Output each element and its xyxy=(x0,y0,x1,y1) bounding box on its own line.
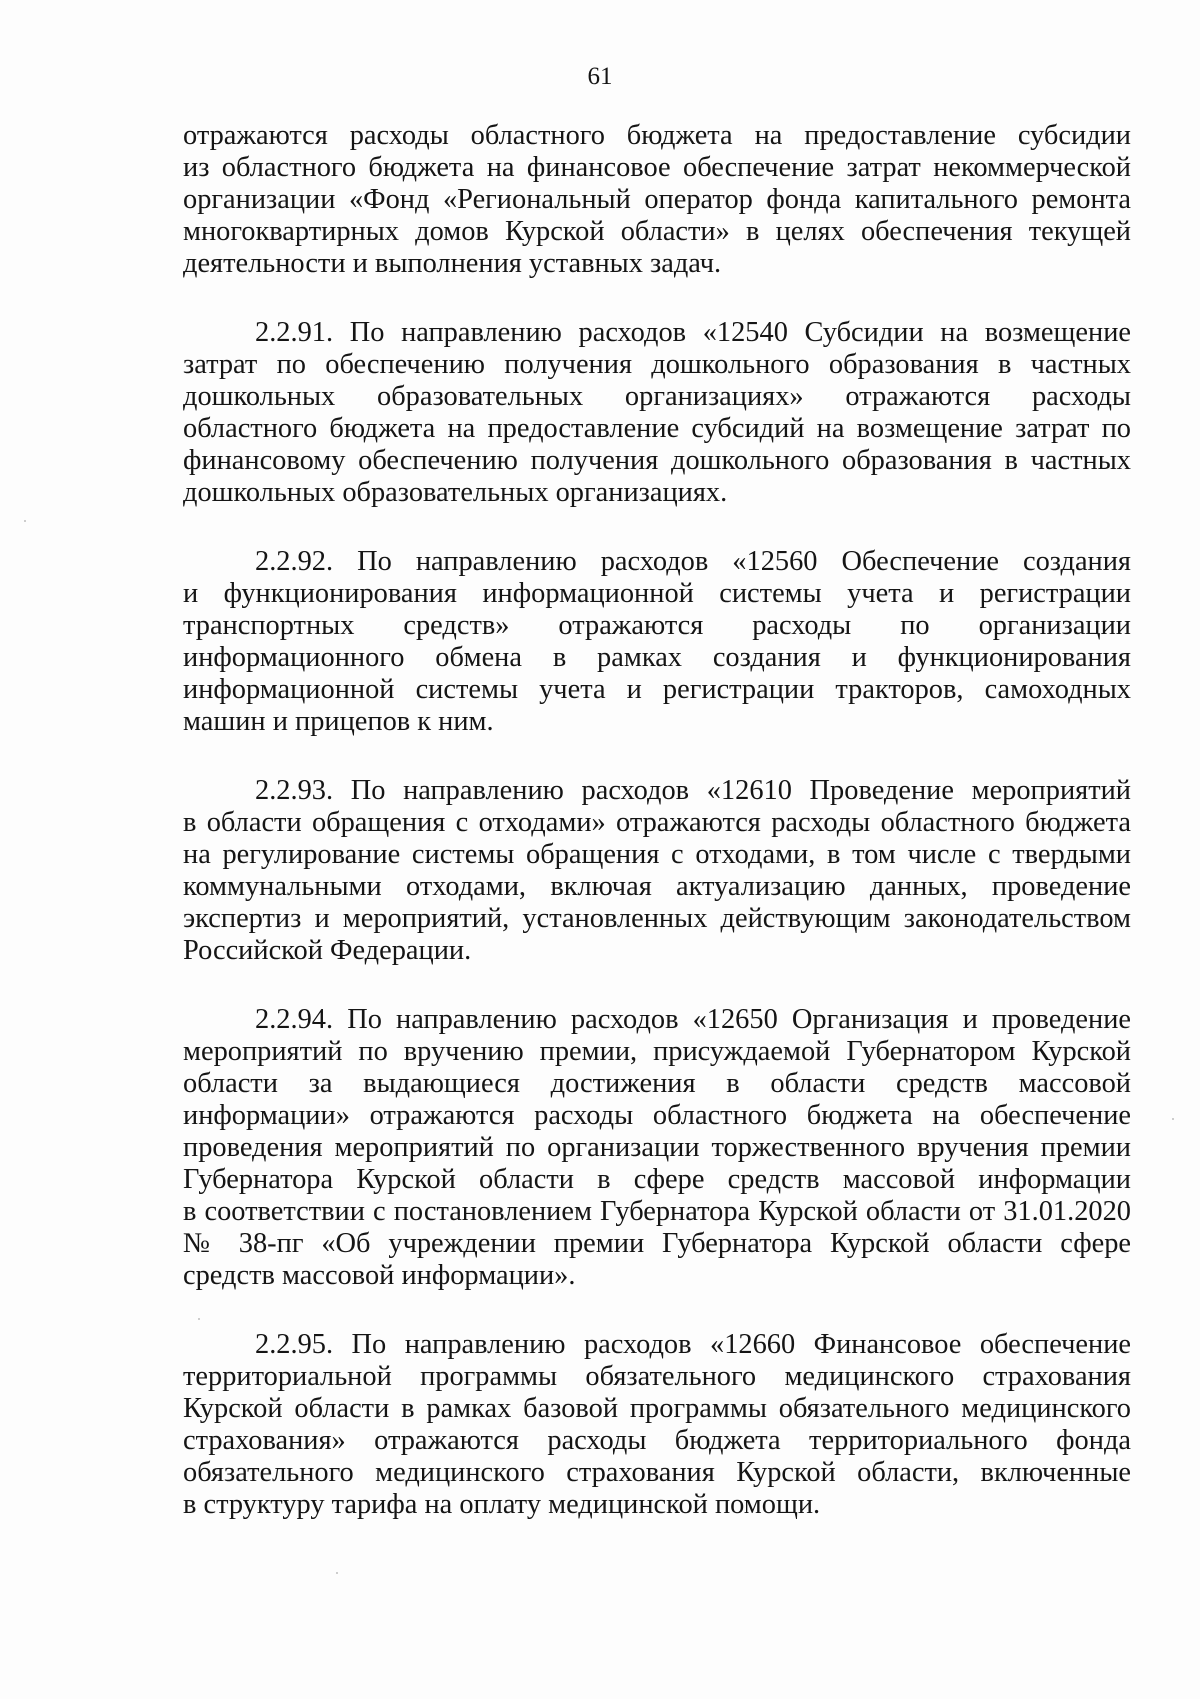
text-line: в структуру тарифа на оплату медицинской помощи. xyxy=(183,1489,821,1520)
paragraph-2-2-93 xyxy=(183,775,1131,967)
text-line: транспортных средств» отражаются расходы по организации xyxy=(183,610,1131,641)
text-line: проведения мероприятий по организации торжественного вручения премии xyxy=(183,1132,1131,1163)
text-line: экспертиз и мероприятий, установленных действующим законодательством xyxy=(183,903,1131,934)
text-line: машин и прицепов к ним. xyxy=(183,706,494,737)
text-line: Курской области в рамках базовой программы обязательного медицинского xyxy=(183,1393,1131,1424)
text-line: многоквартирных домов Курской области» в целях обеспечения текущей xyxy=(183,216,1131,247)
text-line: финансовому обеспечению получения дошкольного образования в частных xyxy=(183,445,1131,476)
text-line: Губернатора Курской области в сфере средств массовой информации xyxy=(183,1164,1131,1195)
text-line: и функционирования информационной системы учета и регистрации xyxy=(183,578,1131,609)
text-line: затрат по обеспечению получения дошкольного образования в частных xyxy=(183,349,1131,380)
text-line: коммунальными отходами, включая актуализацию данных, проведение xyxy=(183,871,1131,902)
scan-speck xyxy=(24,520,26,522)
text-line: информационного обмена в рамках создания и функционирования xyxy=(183,642,1131,673)
text-line: деятельности и выполнения уставных задач. xyxy=(183,248,722,279)
text-line: области за выдающиеся достижения в области средств массовой xyxy=(183,1068,1131,1099)
text-line: информации» отражаются расходы областного бюджета на обеспечение xyxy=(183,1100,1131,1131)
text-line: Российской Федерации. xyxy=(183,935,472,966)
text-line: страхования» отражаются расходы бюджета территориального фонда xyxy=(183,1425,1131,1456)
text-line: областного бюджета на предоставление субсидий на возмещение затрат по xyxy=(183,413,1131,444)
scan-speck xyxy=(336,1572,338,1574)
scan-speck xyxy=(198,1318,200,1320)
text-line: 2.2.92. По направлению расходов «12560 Обеспечение создания xyxy=(255,546,1131,577)
text-line: мероприятий по вручению премии, присуждаемой Губернатором Курской xyxy=(183,1036,1131,1067)
text-line: 2.2.95. По направлению расходов «12660 Финансовое обеспечение xyxy=(255,1329,1131,1360)
paragraph-2-2-95 xyxy=(183,1329,1131,1521)
document-body xyxy=(183,120,1131,1521)
paragraph-2-2-94 xyxy=(183,1004,1131,1292)
paragraph-2-2-92 xyxy=(183,546,1131,738)
page-number: 61 xyxy=(587,63,613,90)
paragraph-2-2-91 xyxy=(183,317,1131,509)
text-line: из областного бюджета на финансовое обеспечение затрат некоммерческой xyxy=(183,152,1131,183)
text-line: дошкольных образовательных организациях» отражаются расходы xyxy=(183,381,1131,412)
text-line: дошкольных образовательных организациях. xyxy=(183,477,728,508)
text-line: территориальной программы обязательного медицинского страхования xyxy=(183,1361,1131,1392)
text-line: 2.2.94. По направлению расходов «12650 Организация и проведение xyxy=(255,1004,1131,1035)
text-line: информационной системы учета и регистрации тракторов, самоходных xyxy=(183,674,1131,705)
text-line: отражаются расходы областного бюджета на предоставление субсидии xyxy=(183,120,1131,151)
text-line: в области обращения с отходами» отражаются расходы областного бюджета xyxy=(183,807,1131,838)
paragraph-continuation xyxy=(183,120,1131,280)
scan-speck xyxy=(1172,1118,1174,1120)
text-line: 2.2.93. По направлению расходов «12610 Проведение мероприятий xyxy=(255,775,1131,806)
text-line: обязательного медицинского страхования Курской области, включенные xyxy=(183,1457,1131,1488)
text-line: в соответствии с постановлением Губернатора Курской области от 31.01.2020 xyxy=(183,1196,1131,1227)
text-line: 2.2.91. По направлению расходов «12540 Субсидии на возмещение xyxy=(255,317,1131,348)
text-line: № 38-пг «Об учреждении премии Губернатора Курской области сфере xyxy=(183,1228,1131,1259)
text-line: средств массовой информации». xyxy=(183,1260,576,1291)
text-line: организации «Фонд «Региональный оператор фонда капитального ремонта xyxy=(183,184,1131,215)
text-line: на регулирование системы обращения с отходами, в том числе с твердыми xyxy=(183,839,1131,870)
